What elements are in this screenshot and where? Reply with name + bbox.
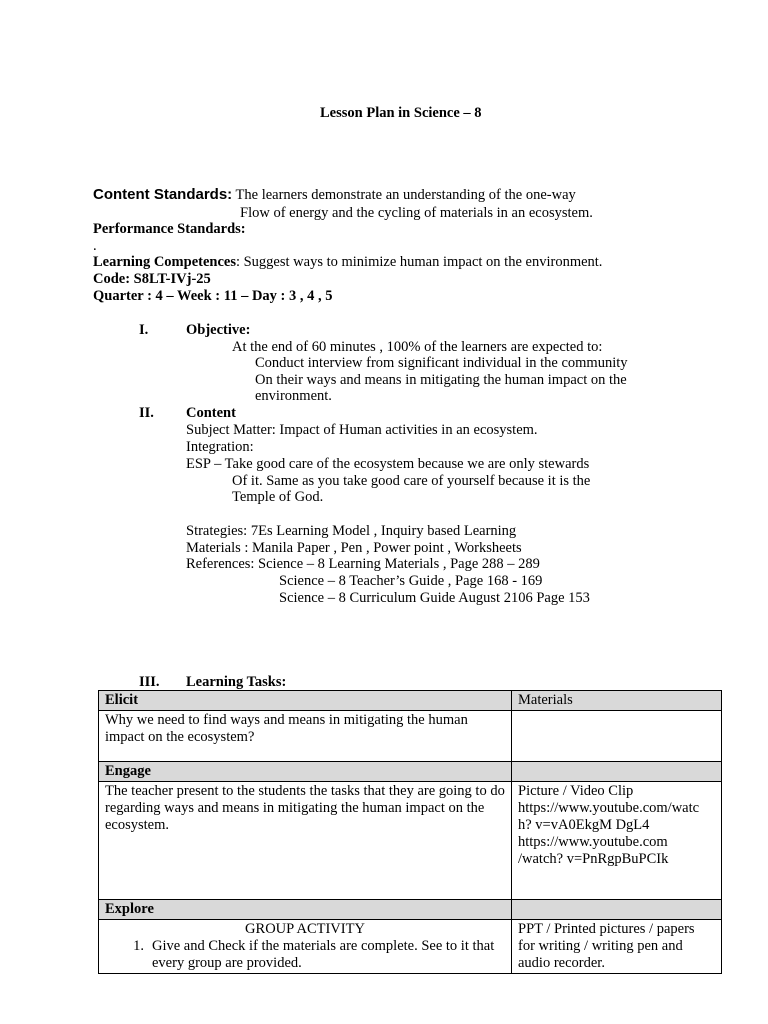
objective-numeral: I. <box>139 322 149 338</box>
strategies: Strategies: 7Es Learning Model , Inquiry based Learning <box>186 523 517 539</box>
content-numeral: II. <box>139 405 154 421</box>
explore-row <box>99 920 722 974</box>
elicit-text: Why we need to find ways and means in mitigating the human impact on the ecosystem? <box>99 711 512 762</box>
performance-standards-value: . <box>93 238 97 254</box>
explore-item-text: Give and Check if the materials are complete. See to it that every group are provided. <box>152 938 495 971</box>
materials-header: Materials <box>512 691 722 711</box>
explore-header-row <box>99 900 722 920</box>
engage-materials <box>512 782 722 900</box>
esp-line1: ESP – Take good care of the ecosystem because we are only stewards <box>186 456 590 472</box>
references-line2: Science – 8 Teacher’s Guide , Page 168 - 169 <box>279 573 543 589</box>
engage-material-3[interactable]: h? v=vA0EkgM DgL4 <box>518 817 650 833</box>
content-standards <box>93 186 576 204</box>
engage-material-1: Picture / Video Clip <box>518 783 634 799</box>
engage-material-4[interactable]: https://www.youtube.com <box>518 834 668 850</box>
objective-line2: Conduct interview from significant individual in the community <box>255 355 628 371</box>
explore-materials: PPT / Printed pictures / papers for writing / writing pen and audio recorder. <box>512 920 722 974</box>
engage-row <box>99 782 722 900</box>
learning-tasks-numeral: III. <box>139 674 160 690</box>
explore-list-item <box>105 938 505 972</box>
elicit-row <box>99 711 722 762</box>
integration-label: Integration: <box>186 439 254 455</box>
engage-header-row <box>99 762 722 782</box>
group-activity-title: GROUP ACTIVITY <box>245 921 365 937</box>
content-heading: Content <box>186 405 236 421</box>
esp-line2: Of it. Same as you take good care of yourself because it is the <box>232 473 591 489</box>
subject-matter <box>186 422 538 439</box>
elicit-header: Elicit <box>99 691 512 711</box>
explore-item-number: 1. <box>133 938 144 954</box>
elicit-materials <box>512 711 722 762</box>
objective-heading: Objective: <box>186 322 251 338</box>
subject-matter-label: Subject Matter <box>186 422 272 438</box>
learning-competences <box>93 254 602 271</box>
elicit-header-row <box>99 691 722 711</box>
explore-text <box>99 920 512 974</box>
content-standards-line1: The learners demonstrate an understanding of the one-way <box>232 187 576 203</box>
engage-material-5[interactable]: /watch? v=PnRgpBuPCIk <box>518 851 669 867</box>
engage-material-2[interactable]: https://www.youtube.com/watc <box>518 800 700 816</box>
code: Code: S8LT-IVj-25 <box>93 271 211 287</box>
content-standards-label: Content Standards: <box>93 186 233 203</box>
subject-matter-value: : Impact of Human activities in an ecosystem. <box>271 422 538 438</box>
esp-line3: Temple of God. <box>232 489 324 505</box>
page-title: Lesson Plan in Science – 8 <box>320 105 482 121</box>
materials: Materials : Manila Paper , Pen , Power point , Worksheets <box>186 540 522 556</box>
objective-line4: environment. <box>255 388 332 404</box>
quarter: Quarter : 4 – Week : 11 – Day : 3 , 4 , 5 <box>93 288 333 304</box>
engage-header: Engage <box>99 762 512 782</box>
references-line3: Science – 8 Curriculum Guide August 2106 Page 153 <box>279 590 590 606</box>
learning-competences-value: : Suggest ways to minimize human impact on the environment. <box>235 254 603 270</box>
engage-text: The teacher present to the students the tasks that they are going to do regarding ways and means in mitigating the human impact on the ecosystem. <box>99 782 512 900</box>
explore-header: Explore <box>99 900 512 920</box>
content-standards-line2: Flow of energy and the cycling of materials in an ecosystem. <box>240 205 593 221</box>
objective-line1: At the end of 60 minutes , 100% of the learners are expected to: <box>232 339 603 355</box>
learning-tasks-table <box>98 690 722 974</box>
learning-competences-label: Learning Competences <box>93 254 236 270</box>
learning-tasks-heading: Learning Tasks: <box>186 674 287 690</box>
explore-header-empty <box>512 900 722 920</box>
objective-line3: On their ways and means in mitigating the human impact on the <box>255 372 627 388</box>
engage-header-empty <box>512 762 722 782</box>
performance-standards-label: Performance Standards: <box>93 221 246 237</box>
references-line1: References: Science – 8 Learning Materials , Page 288 – 289 <box>186 556 540 572</box>
